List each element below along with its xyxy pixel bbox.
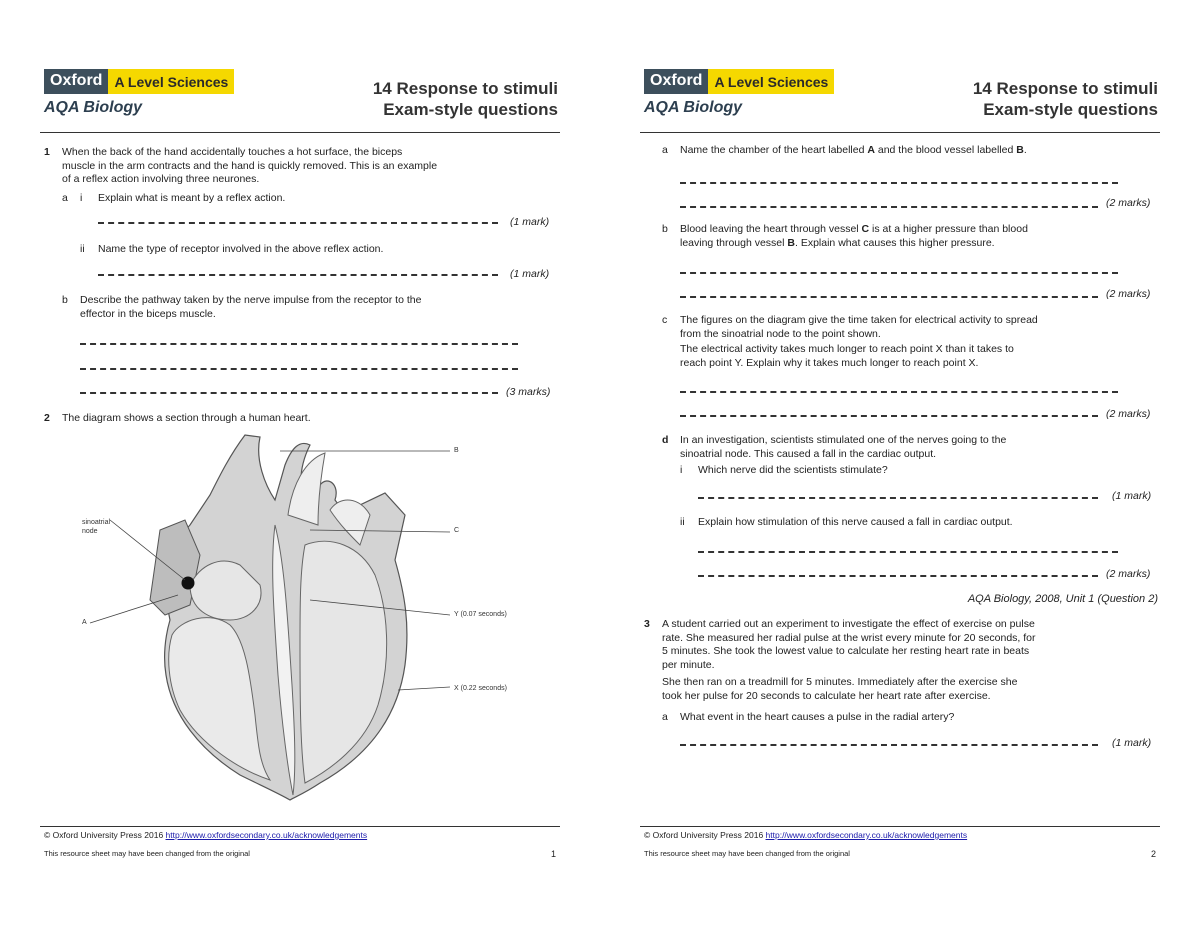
marks-label: (1 mark) [1112,737,1152,749]
label-ref: B [787,236,795,249]
text-line: reach point Y. Explain why it takes much longer to reach point X. [680,356,979,369]
text-line: node [82,528,98,535]
chapter-subtitle: Exam-style questions [383,100,558,119]
text-span: Name the chamber of the heart labelled [680,144,868,156]
text-line: When the back of the hand accidentally touches a hot surface, the biceps [62,146,403,158]
header-rule [640,132,1160,133]
subject-title: AQA Biology [44,99,143,116]
text-line: sinoatrial node. This caused a fall in the cardiac output. [680,447,937,460]
marks-label: (1 mark) [510,216,550,228]
question-2b-text [680,223,1028,250]
question-1a-i-text: Explain what is meant by a reflex action. [98,192,286,204]
answer-line[interactable] [698,551,1118,553]
oxford-logo [644,69,834,94]
text-line: rate. She measured her radial pulse at the wrist every minute for 20 seconds, for [662,631,1036,644]
part-letter: b [62,294,68,306]
part-letter: a [662,144,668,156]
text-span: . Explain what causes this higher pressure. [795,236,995,249]
text-line: The figures on the diagram give the time taken for electrical activity to spread [680,314,1038,326]
answer-line[interactable] [680,182,1118,184]
question-2d-i-text: Which nerve did the scientists stimulate? [698,464,888,476]
label-c: C [454,527,460,534]
answer-line[interactable] [680,272,1118,274]
question-2a-text [680,144,1027,158]
answer-line[interactable] [698,575,1098,577]
text-line: The electrical activity takes much longer to reach point X than it takes to [680,343,1014,355]
text-span: is at a higher pressure than blood [869,223,1028,235]
label-ref: A [867,144,875,156]
question-3a-text: What event in the heart causes a pulse in the radial artery? [680,711,955,723]
chapter-header [973,78,1158,120]
answer-line[interactable] [98,222,498,224]
footer-copyright [44,830,367,840]
text-line: In an investigation, scientists stimulated one of the nerves going to the [680,434,1007,446]
question-1-text [62,146,437,187]
part-letter: a [662,711,668,723]
question-source: AQA Biology, 2008, Unit 1 (Question 2) [967,593,1158,605]
question-3-text [662,618,1036,703]
a-level-sciences-wordmark: A Level Sciences [108,69,234,94]
question-1a-ii-text: Name the type of receptor involved in the above reflex action. [98,243,384,255]
part-letter: a [62,192,68,204]
question-2d-ii-text: Explain how stimulation of this nerve caused a fall in cardiac output. [698,516,1013,528]
footer-rule [40,826,560,827]
label-x: X (0.22 seconds) [454,685,507,692]
question-2-text: The diagram shows a section through a human heart. [62,412,311,424]
question-1b-text [80,294,421,321]
subpart-numeral: i [80,192,83,204]
footer-rule [640,826,1160,827]
marks-label: (2 marks) [1106,568,1151,580]
answer-line[interactable] [80,343,518,345]
page-number: 1 [550,849,556,859]
label-ref: C [861,223,870,235]
answer-line[interactable] [680,296,1098,298]
text-span: Blood leaving the heart through vessel [680,223,862,235]
heart-diagram [60,425,480,820]
subpart-numeral: ii [680,516,685,528]
text-line [680,237,1028,251]
text-line: per minute. [662,658,715,671]
header-rule [40,132,560,133]
label-b: B [454,447,459,454]
answer-line[interactable] [98,274,498,276]
page-2 [600,0,1200,927]
part-letter: b [662,223,668,235]
subpart-numeral: ii [80,243,85,255]
text-line: She then ran on a treadmill for 5 minutes. Immediately after the exercise she [662,676,1018,688]
oxford-logo [44,69,234,94]
left-ventricle [300,541,387,783]
text-line: took her pulse for 20 seconds to calculate her heart rate after exercise. [662,689,991,702]
text-line: effector in the biceps muscle. [80,307,216,320]
subpart-numeral: i [680,464,683,476]
answer-line[interactable] [680,391,1118,393]
answer-line[interactable] [680,744,1098,746]
label-y: Y (0.07 seconds) [454,611,507,618]
text-span: leaving through vessel [680,236,788,249]
marks-label: (1 mark) [510,268,550,280]
oxford-wordmark: Oxford [644,69,708,94]
answer-line[interactable] [80,368,518,370]
text-line: of a reflex action involving three neurones. [62,173,260,185]
text-line: Describe the pathway taken by the nerve impulse from the receptor to the [80,294,422,306]
copyright-text: © Oxford University Press 2016 [644,830,766,840]
marks-label: (2 marks) [1106,288,1151,300]
acknowledgements-link[interactable]: http://www.oxfordsecondary.co.uk/acknowledgements [765,830,968,840]
answer-line[interactable] [680,206,1098,208]
label-a: A [82,619,87,626]
a-level-sciences-wordmark: A Level Sciences [708,69,834,94]
text-line [680,223,1028,237]
question-2d-text [680,434,1006,461]
subject-title: AQA Biology [644,99,743,116]
text-span: . [1023,144,1027,156]
text-line: sinoatrial [82,519,111,526]
label-sinoatrial-node [82,518,110,536]
text-line: from the sinoatrial node to the point shown. [680,327,881,340]
chapter-title: 14 Response to stimuli [972,79,1158,98]
oxford-wordmark: Oxford [44,69,108,94]
question-number: 2 [44,412,50,424]
copyright-text: © Oxford University Press 2016 [44,830,166,840]
footer-note: This resource sheet may have been changed from the original [644,849,850,858]
part-letter: c [662,314,668,326]
footer-note: This resource sheet may have been changed from the original [44,849,250,858]
chapter-header [373,78,558,120]
question-2c-text [680,314,1038,370]
marks-label: (3 marks) [506,386,551,398]
acknowledgements-link[interactable]: http://www.oxfordsecondary.co.uk/acknowledgements [165,830,368,840]
marks-label: (1 mark) [1112,490,1152,502]
answer-line[interactable] [80,392,498,394]
chapter-title: 14 Response to stimuli [372,79,558,98]
text-line: 5 minutes. She took the lowest value to calculate her resting heart rate in beats [662,645,1030,657]
text-span: and the blood vessel labelled [874,144,1017,156]
footer-copyright [644,830,967,840]
chapter-subtitle: Exam-style questions [983,100,1158,119]
question-number: 3 [644,618,650,630]
text-line: muscle in the arm contracts and the hand is quickly removed. This is an example [62,159,438,172]
question-number: 1 [44,146,50,158]
marks-label: (2 marks) [1106,197,1151,209]
part-letter: d [662,434,669,446]
answer-line[interactable] [698,497,1098,499]
text-line: A student carried out an experiment to investigate the effect of exercise on pulse [662,618,1035,630]
answer-line[interactable] [680,415,1098,417]
leader-x [398,687,450,690]
label-ref: B [1016,144,1024,156]
marks-label: (2 marks) [1106,408,1151,420]
page-number: 2 [1150,849,1156,859]
